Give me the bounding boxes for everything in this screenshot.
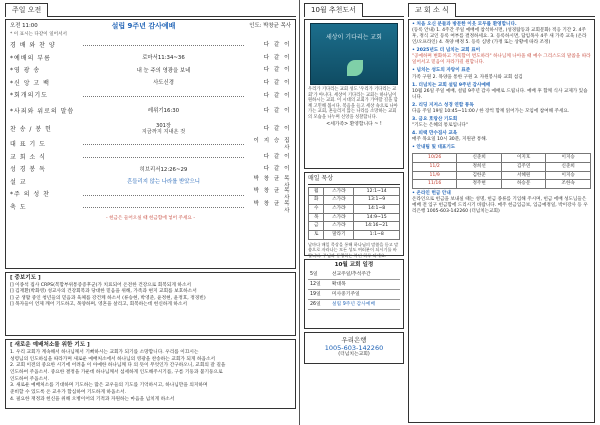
schedule-title: 10월 교회 일정 — [334, 262, 374, 268]
meditation-cell: 월 — [309, 187, 324, 196]
order-rows — [10, 39, 291, 214]
account-holder: (더넘치는교회) — [338, 352, 370, 358]
duty-row — [413, 180, 591, 189]
meditation-cell: 화 — [309, 196, 324, 205]
meditation-cell: 스가랴 — [324, 204, 354, 213]
recommended-book — [304, 19, 404, 169]
duty-cell: 11/16 — [413, 180, 457, 189]
online-offering-body: 온라인으로 헌금을 보내실 때는 성명, 헌금 종류를 기입해 주시며, 헌금 에배 성도님들은 예배 전 입구 헌금함에 드리시기 바랍니다. 매주 헌금입금보, 입금예정일, 박이강사 등 우리은행 1005-603-142260 (더넘치는교회) — [412, 197, 588, 215]
meditation-title: 매일 묵상 — [308, 175, 400, 185]
news-item — [412, 83, 591, 101]
prayer-line: 4. 필요한 재정과 헌신을 위해 오병이어의 기적과 자원하는 마음을 넘치게 하소서 — [10, 396, 175, 402]
duty-cell: 신준희 — [457, 154, 502, 163]
news-item-heading: • 처음 오신 분들과 방문한 이웃 모두를 환영합니다. — [412, 22, 517, 27]
dotted-leader-line — [83, 195, 244, 196]
order-item-name: 찬 송 / 봉 헌 — [10, 125, 52, 133]
schedule-row — [308, 300, 400, 310]
meditation-row — [309, 204, 400, 213]
schedule-table — [308, 270, 400, 311]
order-item-content: 사도신경 — [153, 80, 174, 87]
order-row — [10, 52, 291, 65]
book-cover-image — [310, 23, 398, 85]
meditation-cell: 스가랴 — [324, 196, 354, 205]
news-item-body: 10월 26일 주일 예배, 설립 9주년 감사 예배로 드립니다. 예배 후 함께 식사 교제가 있습니다. — [412, 88, 588, 100]
duty-cell: 김주연 — [501, 162, 546, 171]
order-row — [10, 138, 291, 151]
order-row — [10, 90, 291, 103]
order-item-name: 경 배 와 찬 양 — [10, 42, 56, 50]
order-item-leader: 다 같 이 — [263, 80, 291, 87]
news-item-heading: 2. 리딩 지저스 성경 연합 통독 — [412, 102, 474, 108]
standing-note: * 이 표시는 다같이 일어서서 — [10, 31, 67, 37]
schedule-date: 26일 — [308, 300, 330, 310]
news-item — [412, 22, 591, 46]
offering-account — [304, 332, 404, 364]
worship-time: 오전 11:00 — [10, 23, 38, 29]
welcome-text: <세가족> 환영합니다 ~ ! — [326, 122, 382, 128]
dotted-leader-line — [83, 207, 244, 208]
new-place-title: [ 새로운 예배처소를 위한 기도 ] — [10, 342, 90, 348]
order-item-leader: 다 같 이 — [263, 153, 291, 160]
account-number: 1005-603-142260 — [324, 344, 384, 353]
order-item-content: 레위기16:30 — [147, 108, 180, 115]
news-item-heading: 4. 피택 만수집사 교육 — [412, 131, 458, 136]
duty-title: • 안내팀 및 대표기도 — [412, 145, 456, 151]
news-item-heading: • 2025년도 더 넘치는 교회 표어 — [412, 48, 481, 54]
book-cover-title: 세상이 기다리는 교회 — [326, 34, 382, 41]
order-item-leader: 다 같 이 — [263, 166, 291, 173]
meditation-cell: 14:9~15 — [354, 213, 400, 222]
order-item-leader: 박 창 균 목 사 — [253, 175, 291, 189]
meditation-note: 날마다 매일 묵상을 통해 하나님의 말씀을 듣고 말씀으로 자라나는 모든 성도 여러분이 되시기를 바랍니다. 주님과 동행하는 복된 하루 되세요. — [308, 241, 399, 258]
schedule-row — [308, 290, 400, 300]
schedule-date: 12일 — [308, 280, 330, 290]
duty-cell: 이지승 — [546, 171, 591, 180]
order-row — [10, 65, 291, 78]
meditation-row — [309, 213, 400, 222]
dotted-leader-line — [83, 157, 244, 158]
meditation-cell: 1:1~8 — [354, 231, 400, 240]
order-row — [10, 176, 291, 189]
book-tab: 10월 추천도서 — [304, 3, 363, 17]
order-row — [10, 189, 291, 202]
worship-tab: 주일 오전 — [5, 3, 48, 17]
right-page — [300, 0, 600, 425]
news-item-body: 매주 목요일 10시 30분, 지원관 통해. — [412, 137, 488, 143]
duty-cell: 김한준 — [457, 171, 502, 180]
order-item-name: *회개의기도 — [10, 92, 48, 100]
church-news — [408, 19, 595, 423]
order-item-name: *영 광 송 — [10, 67, 41, 75]
schedule-date: 19일 — [308, 290, 330, 300]
order-row — [10, 77, 291, 90]
church-schedule — [304, 259, 404, 329]
order-item-leader: 다 같 이 — [263, 54, 291, 61]
order-item-leader: 다 같 이 — [263, 67, 291, 74]
order-item-name: *사죄와 위로의 말씀 — [10, 107, 75, 115]
duty-row — [413, 171, 591, 180]
meditation-cell: 스가랴 — [324, 187, 354, 196]
duty-cell: 11/2 — [413, 162, 457, 171]
prayer-line: [] 군 생활 중인 청년들의 믿음과 육체를 강건케 하소서 (류승현, 박영준, 윤정현, 윤정호, 정경빈) — [10, 295, 206, 301]
meditation-cell: 토 — [309, 231, 324, 240]
new-place-prayer — [5, 339, 296, 409]
news-item-body: 가족 구원 2. 목양을 통한 구원 3. 자원봉사와 교회 섬김 — [412, 74, 523, 80]
meditation-table — [308, 187, 400, 240]
news-item-heading: • 넘치는 성도의 자랑이 표준 — [412, 68, 471, 74]
schedule-date: 5일 — [308, 270, 330, 280]
order-item-name: 교 회 소 식 — [10, 153, 46, 161]
news-item — [412, 68, 591, 80]
order-item-content: 로마서11:34~36 — [142, 55, 185, 61]
bank-name: 우리은행 — [341, 336, 367, 344]
dotted-leader-line — [83, 45, 244, 46]
order-item-content: 흔들리지 않는 나라를 받았으니 — [127, 179, 200, 186]
duty-cell: 하승문 — [501, 180, 546, 189]
schedule-event: 확대목 — [330, 280, 400, 290]
meditation-cell: 14:1~8 — [354, 204, 400, 213]
duty-row — [413, 162, 591, 171]
news-tab: 교 회 소 식 — [408, 3, 456, 17]
meditation-cell: 목 — [309, 213, 324, 222]
daily-meditation — [304, 172, 404, 256]
duty-cell: 이지승 — [546, 154, 591, 163]
duty-row — [413, 154, 591, 163]
prayer-line: 2. 교회 이전의 중요한 시기에 어려움 이 아예한 하나님께 다 의 뜻이 무엇인가 간구하오니, 교회의 갈 길을 — [10, 363, 226, 369]
meditation-cell: 말라기 — [324, 231, 354, 240]
order-item-content: 히브리서12:26~29 — [139, 166, 188, 173]
news-item — [412, 131, 591, 143]
order-item-leader: 이 지 승 집 사 — [253, 137, 291, 151]
worship-order — [5, 19, 296, 269]
order-item-leader: 다 같 이 — [263, 107, 291, 114]
order-item-content: 301장 지금까지 지내온 것 — [141, 122, 186, 136]
order-item-name: *신 앙 고 백 — [10, 79, 50, 87]
order-item-leader: 박 창 균 목 사 — [253, 188, 291, 202]
meditation-cell: 13:1~9 — [354, 196, 400, 205]
worship-leader: 인도: 박창균 목사 — [249, 23, 291, 29]
leaf-icon — [347, 60, 363, 76]
prayer-line: [] 김재환(박화영) 성교사의 건강회복과 당대한 믿음을 위해, 가족과 현지 교회를 보호하소서 — [10, 289, 197, 295]
prayer-line: 인도하여 주옵소서. — [10, 376, 50, 382]
news-item — [412, 103, 591, 115]
meditation-row — [309, 187, 400, 196]
order-item-leader: 다 같 이 — [263, 92, 291, 99]
order-item-name: *주 의 성 찬 — [10, 191, 50, 199]
prayer-line: [] 목자들이 언제 깨어 기도하고, 목양하며, 영혼을 살리고, 회복하는데 헌신하게 하소서 — [10, 302, 187, 308]
news-item — [412, 48, 591, 66]
duty-cell: 정희선 — [457, 162, 502, 171]
order-item-content: 내 눈 주의 영광을 보네 — [136, 67, 191, 74]
worship-title: 설립 9주년 감사예배 — [111, 22, 176, 30]
meditation-cell: 스가랴 — [324, 222, 354, 231]
schedule-event: 미사중기주일 — [330, 290, 400, 300]
news-item-heading: 3. 금요 호랑산 기도회 — [412, 116, 458, 122]
book-description: 우리가 기다리는 교회 성도 '우리가 기다리는 교회'가 아니다. 세상이 기다리는 교회는 하나님이 원하시는 교회. 이 시대의 교회가 가야할 길을 함께 고민해 봅시다. 복음을 들고 세상 속으로 나아가는 교회, 흔들리지 않는 나라를 소망하는 교회의 모습을 나누며 신앙을 성찰합니다. — [308, 87, 398, 120]
order-item-name: 성 경 봉 독 — [10, 166, 46, 174]
schedule-row — [308, 270, 400, 280]
news-item-body: "기도는 은혜의 통로입니다" — [412, 122, 468, 128]
news-item — [412, 117, 591, 129]
worship-tab-row — [5, 3, 296, 17]
meditation-row — [309, 231, 400, 240]
duty-cell: 서혜원 — [501, 171, 546, 180]
duty-cell: 이지호 — [501, 154, 546, 163]
prayer-line: 3. 새로운 예배처소를 기대하며 기도하는 많은 교우들의 기도를 기억하시고, 하나님만을 의지하며 — [10, 383, 208, 389]
news-item-body: (등록 안내) 1. 4주간 주일 예배에 참석하시면, (성경탐동과 교회문화) 적응 기간 2. 4주 후, 정식 교인 등록 여부를 결정하세요. 3. 등록하시면, 담임목사 4주 새 가족 교육 (온라인/오프라인) 4. 목양 배정 5. 등록 심방 (가정 또는 상황에 따라 조정) — [412, 28, 587, 46]
order-item-name: *예배의 부름 — [10, 54, 51, 62]
order-row — [10, 120, 291, 138]
order-row — [10, 201, 291, 214]
meditation-row — [309, 196, 400, 205]
schedule-row — [308, 280, 400, 290]
duty-cell: 10/26 — [413, 154, 457, 163]
schedule-event: 설립 9주년 감사예배 — [330, 300, 400, 310]
meditation-cell: 스가랴 — [324, 213, 354, 222]
news-item-body: "공예하며 변화하고 거룩함이 번도하라" 하나님께 나아올 때 예수 그리스도의 말씀을 따라 일어서고 믿음이 자라가길 원합니다. — [412, 54, 591, 66]
duty-table — [412, 153, 591, 189]
prayer-line: 1. 우리 교회가 계속해서 하나님께서 기뻐하시는 교회가 되기를 소망합니다. 우리를 이끄시는 — [10, 349, 199, 355]
meditation-cell: 수 — [309, 204, 324, 213]
intercessory-prayer — [5, 272, 296, 336]
duty-cell: 신준희 — [546, 162, 591, 171]
order-item-leader: 다 같 이 — [263, 125, 291, 132]
duty-cell: 정주현 — [457, 180, 502, 189]
prayer-line: 준비할 수 있도록 온 교우가 합심하여 기도하게 하옵소서. — [10, 390, 127, 396]
order-item-name: 대 표 기 도 — [10, 141, 46, 148]
offering-footnote: - 헌금은 들어오실 때 헌금함에 넣어 주세요 - — [106, 216, 195, 222]
prayer-line: [] 이종석 집사 CRPS(복합부위통증증후군)가 치료되어 온전한 건강으로 회복되게 하소서 — [10, 282, 191, 288]
news-item-body: 다음 주일 19일 10:45~11:00 / 한 장씩 함께 읽어가는 모임에 참여해 주세요. — [412, 108, 570, 114]
dotted-leader-line — [83, 96, 244, 97]
meditation-cell: 12:1~14 — [354, 187, 400, 196]
order-row — [10, 39, 291, 52]
prayer-line: 성령님의 인도하심을 따라가며 새로운 예배처소에서 하나님의 영광을 찬송하는 교회가 되게 하옵소서 — [10, 356, 216, 362]
meditation-cell: 금 — [309, 222, 324, 231]
meditation-row — [309, 222, 400, 231]
meditation-cell: 14:16~21 — [354, 222, 400, 231]
order-item-leader: 박 창 균 목 사 — [253, 200, 291, 214]
order-item-leader: 다 같 이 — [263, 42, 291, 49]
schedule-event: 선교주일/추석주간 — [330, 270, 400, 280]
duty-cell: 조한속 — [546, 180, 591, 189]
order-row — [10, 164, 291, 177]
order-row — [10, 102, 291, 120]
order-item-name: 설 교 — [10, 178, 27, 186]
news-item-heading: 1. 더넘치는 교회 설립 9주년 감사예배 — [412, 82, 491, 88]
intercessory-title: [ 중보기도 ] — [10, 275, 41, 281]
order-item-name: 축 도 — [10, 203, 27, 211]
order-row — [10, 151, 291, 164]
dotted-leader-line — [83, 144, 244, 145]
online-offering-title: • 온라인 헌금 안내 — [412, 191, 451, 197]
prayer-line: 인도하여 주옵소서. 중요한 결정을 가운데 하나님께서 섬세하게 인도해주시기를, 구름 기둥과 불기둥으로 — [10, 370, 223, 375]
duty-cell: 11/9 — [413, 171, 457, 180]
